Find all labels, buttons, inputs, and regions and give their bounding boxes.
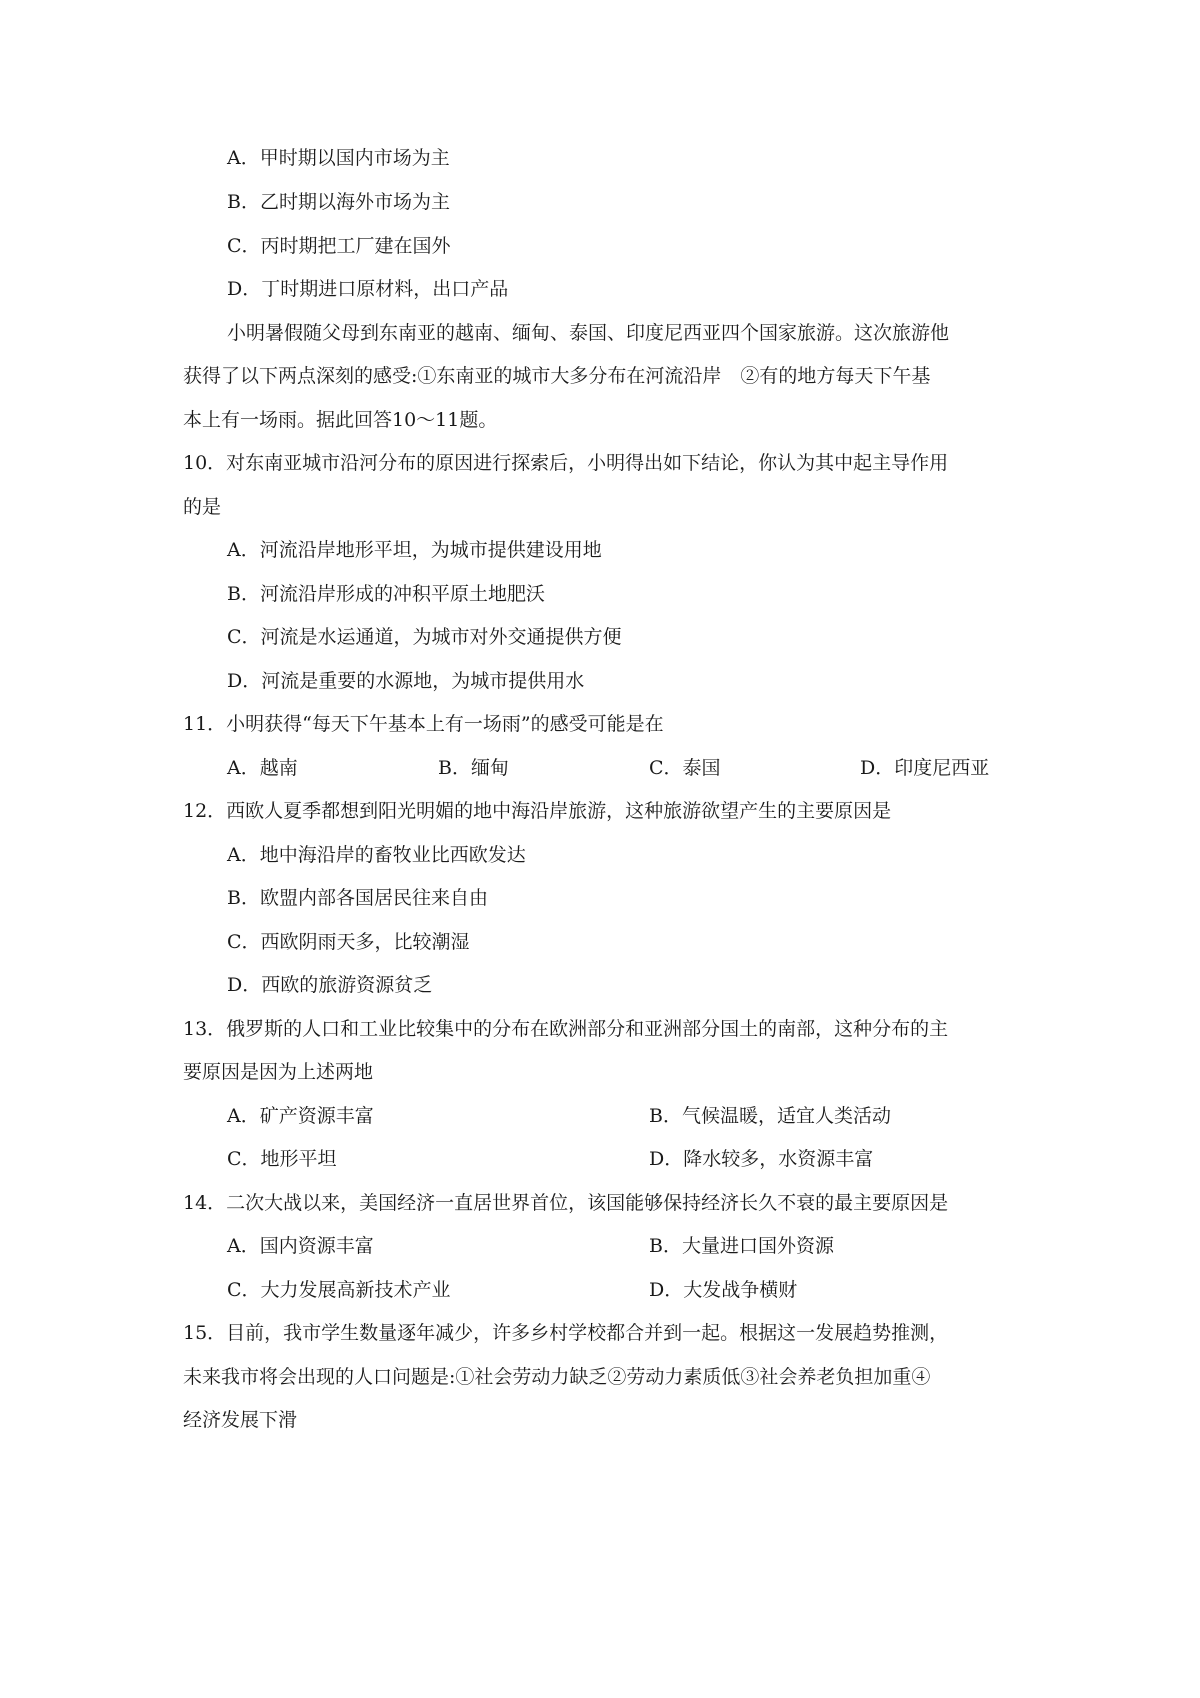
q12-stem: 12．西欧人夏季都想到阳光明媚的地中海沿岸旅游，这种旅游欲望产生的主要原因是 — [183, 800, 892, 822]
q14-option-d: D．大发战争横财 — [649, 1279, 798, 1301]
q13-options-row-1 — [227, 1101, 1127, 1131]
q15-stem-line-1: 15．目前，我市学生数量逐年减少，许多乡村学校都合并到一起。根据这一发展趋势推测， — [183, 1322, 949, 1344]
q10-option-c: C．河流是水运通道，为城市对外交通提供方便 — [227, 626, 622, 648]
q11-options-row — [227, 753, 1127, 783]
q15-stem-line-2: 未来我市将会出现的人口问题是:①社会劳动力缺乏②劳动力素质低③社会养老负担加重④ — [183, 1366, 931, 1388]
q13-stem-line-2: 要原因是因为上述两地 — [183, 1061, 374, 1083]
passage-line-1: 小明暑假随父母到东南亚的越南、缅甸、泰国、印度尼西亚四个国家旅游。这次旅游他 — [227, 322, 950, 344]
passage-line-2: 获得了以下两点深刻的感受:①东南亚的城市大多分布在河流沿岸 ②有的地方每天下午基 — [183, 365, 931, 387]
q14-options-row-1 — [227, 1231, 1127, 1261]
q11-option-c: C．泰国 — [649, 757, 721, 779]
q14-options-row-2 — [227, 1275, 1127, 1305]
q9-option-a: A．甲时期以国内市场为主 — [227, 147, 450, 169]
q14-option-c: C．大力发展高新技术产业 — [227, 1279, 451, 1301]
q13-option-b: B．气候温暖，适宜人类活动 — [649, 1105, 891, 1127]
q13-stem-line-1: 13．俄罗斯的人口和工业比较集中的分布在欧洲部分和亚洲部分国土的南部，这种分布的主 — [183, 1018, 949, 1040]
q14-option-b: B．大量进口国外资源 — [649, 1235, 834, 1257]
q12-option-b: B．欧盟内部各国居民往来自由 — [227, 887, 488, 909]
q11-option-d: D．印度尼西亚 — [860, 757, 990, 779]
q10-stem-line-1: 10．对东南亚城市沿河分布的原因进行探索后，小明得出如下结论，你认为其中起主导作用 — [183, 452, 949, 474]
q11-option-b: B．缅甸 — [438, 757, 509, 779]
q12-option-c: C．西欧阴雨天多，比较潮湿 — [227, 931, 470, 953]
q10-option-d: D．河流是重要的水源地，为城市提供用水 — [227, 670, 585, 692]
q10-option-b: B．河流沿岸形成的冲积平原土地肥沃 — [227, 583, 545, 605]
q13-option-c: C．地形平坦 — [227, 1148, 337, 1170]
q10-option-a: A．河流沿岸地形平坦，为城市提供建设用地 — [227, 539, 602, 561]
q11-stem: 11．小明获得“每天下午基本上有一场雨”的感受可能是在 — [183, 713, 664, 735]
q9-option-d: D．丁时期进口原材料，出口产品 — [227, 278, 509, 300]
q15-stem-line-3: 经济发展下滑 — [183, 1409, 298, 1431]
q11-option-a: A．越南 — [227, 757, 298, 779]
q9-option-b: B．乙时期以海外市场为主 — [227, 191, 450, 213]
q10-stem-line-2: 的是 — [183, 496, 222, 518]
q14-stem: 14．二次大战以来，美国经济一直居世界首位，该国能够保持经济长久不衰的最主要原因是 — [183, 1192, 949, 1214]
q13-option-d: D．降水较多，水资源丰富 — [649, 1148, 874, 1170]
q12-option-a: A．地中海沿岸的畜牧业比西欧发达 — [227, 844, 526, 866]
q14-option-a: A．国内资源丰富 — [227, 1235, 374, 1257]
q12-option-d: D．西欧的旅游资源贫乏 — [227, 974, 433, 996]
passage-line-3: 本上有一场雨。据此回答10～11题。 — [183, 409, 498, 431]
q13-option-a: A．矿产资源丰富 — [227, 1105, 374, 1127]
q9-option-c: C．丙时期把工厂建在国外 — [227, 235, 451, 257]
q13-options-row-2 — [227, 1144, 1127, 1174]
